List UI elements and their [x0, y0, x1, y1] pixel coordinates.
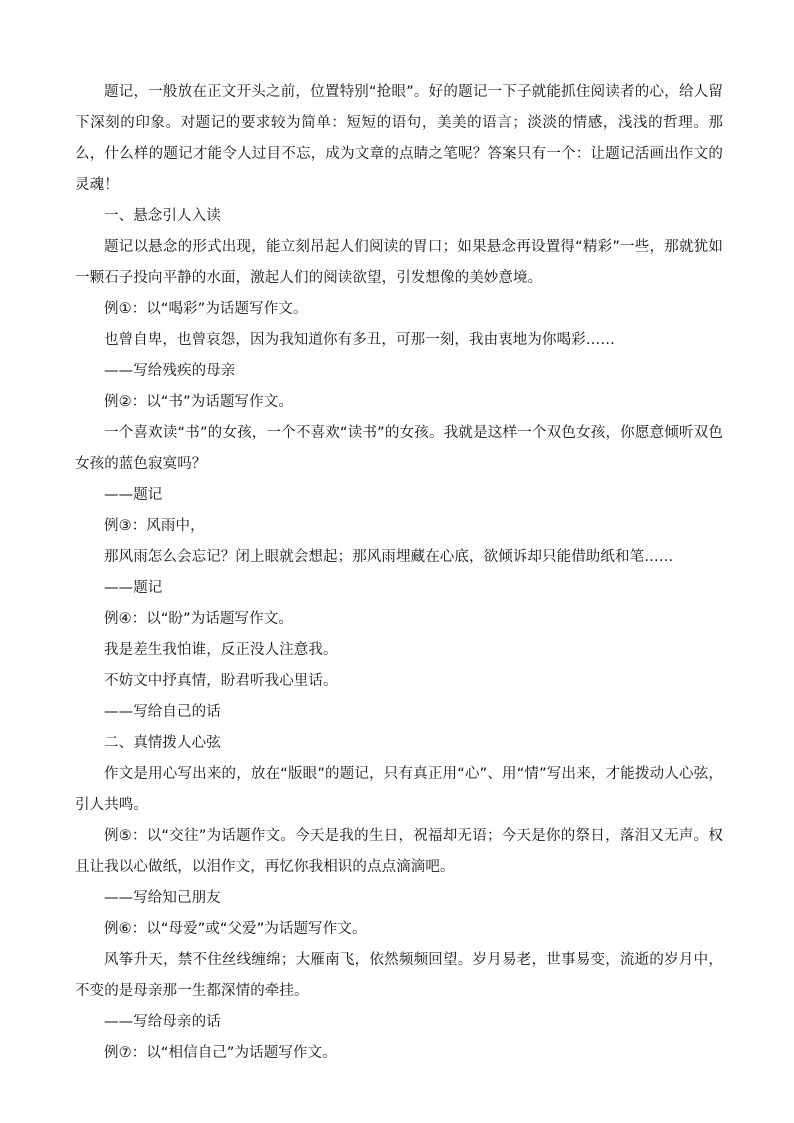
- example-4-text-line-1: 我是差生我怕谁，反正没人注意我。: [104, 642, 338, 658]
- example-5-text: 例⑤：以“交往”为话题作文。今天是我的生日，祝福却无语；今天是你的祭日，落泪又无声。权且让我以心做纸，以泪作文，再忆你我相识的点点滴滴吧。: [75, 828, 723, 875]
- example-2-text: 一个喜欢读“书”的女孩，一个不喜欢“读书”的女孩。我就是这样一个双色女孩，你愿意倾听双色女孩的蓝色寂寞吗？: [75, 425, 723, 472]
- body-paragraph: 题记以悬念的形式出现，能立刻吊起人们阅读的胃口；如果悬念再设置得“精彩”一些，那就犹如一颗石子投向平静的水面，激起人们的阅读欲望，引发想像的美妙意境。: [75, 239, 723, 286]
- body-paragraph: 作文是用心写出来的，放在“版眼”的题记，只有真正用“心”、用“情”写出来，才能拨动人心弦，引人共鸣。: [75, 766, 723, 813]
- section-heading-suspense: 一、悬念引人入读: [104, 208, 221, 224]
- example-3-attribution: ——题记: [104, 580, 163, 596]
- example-6-prompt: 例⑥：以“母爱”或“父爱”为话题写作文。: [104, 921, 367, 937]
- example-1-prompt: 例①：以“喝彩”为话题写作文。: [104, 301, 308, 317]
- example-6-attribution: ——写给母亲的话: [104, 1014, 221, 1030]
- example-2-attribution: ——题记: [104, 487, 163, 503]
- example-7-prompt: 例⑦：以“相信自己”为话题写作文。: [104, 1045, 337, 1061]
- example-2-prompt: 例②：以“书”为话题写作文。: [104, 394, 293, 410]
- example-5-attribution: ——写给知己朋友: [104, 890, 221, 906]
- example-4-text-line-2: 不妨文中抒真情，盼君听我心里话。: [104, 673, 338, 689]
- example-3-prompt: 例③：风雨中，: [104, 518, 205, 534]
- example-6-text: 风筝升天，禁不住丝线缠绵；大雁南飞，依然频频回望。岁月易老，世事易变，流逝的岁月中，不变的是母亲那一生都深情的牵挂。: [75, 952, 723, 999]
- section-heading-sincerity: 二、真情拨人心弦: [104, 735, 221, 751]
- example-1-text: 也曾自卑，也曾哀怨，因为我知道你有多丑，可那一刻，我由衷地为你喝彩……: [104, 332, 615, 348]
- example-4-attribution: ——写给自己的话: [104, 704, 221, 720]
- example-4-prompt: 例④：以“盼”为话题写作文。: [104, 611, 293, 627]
- document-body: [75, 77, 723, 1069]
- example-3-text: 那风雨怎么会忘记？闭上眼就会想起；那风雨埋藏在心底，欲倾诉却只能借助纸和笔……: [104, 549, 674, 565]
- intro-paragraph: 题记，一般放在正文开头之前，位置特别“抢眼”。好的题记一下子就能抓住阅读者的心，给人留下深刻的印象。对题记的要求较为简单：短短的语句，美美的语言；淡淡的情感，浅浅的哲理。那么，什么样的题记才能令人过目不忘，成为文章的点睛之笔呢？答案只有一个：让题记活画出作文的灵魂！: [75, 84, 723, 193]
- example-1-attribution: ——写给残疾的母亲: [104, 363, 236, 379]
